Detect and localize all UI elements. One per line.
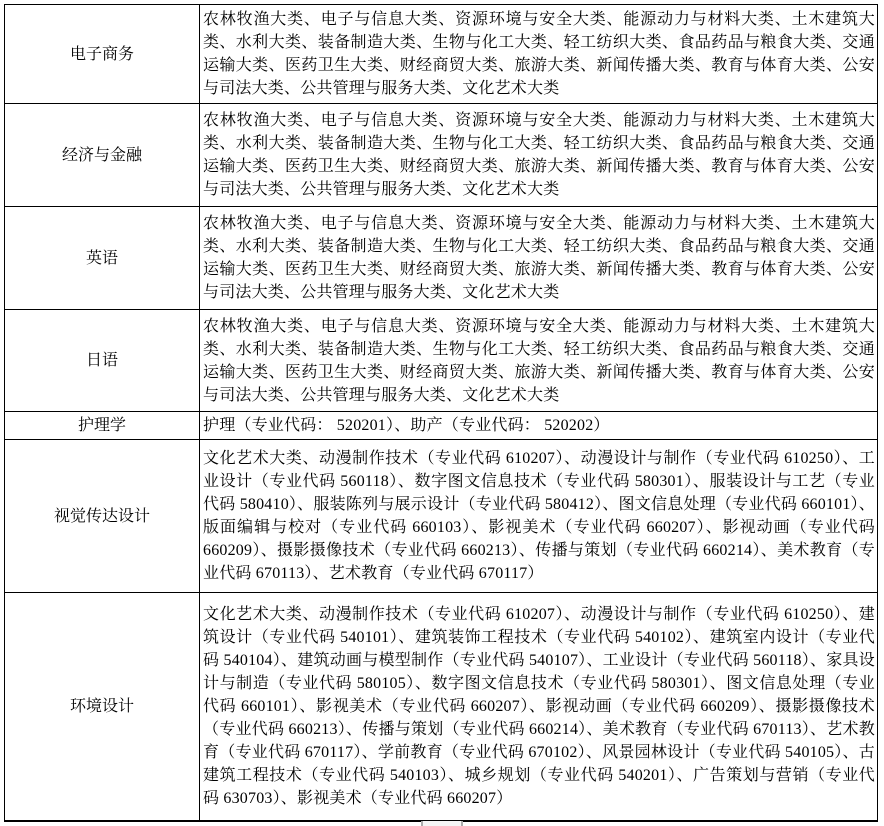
eligible-categories-cell: 文化艺术大类、动漫制作技术（专业代码 610207）、动漫设计与制作（专业代码 610250）、建筑设计（专业代码 540101）、建筑装饰工程技术（专业代码 540102）、建筑室内设计（专业代码 540104）、建筑动画与模型制作（专业代码 540107）、工业设计（专业代码 560118）、家具设计与制造（专业代码 580105）、数字图文信息技术（专业代码 580301）、图文信息处理（专业代码 660101）、影视美术（专业代码 660207）、影视动画（专业代码 660209）、摄影摄像技术（专业代码 660213）、传播与策划（专业代码 660214）、美术教育（专业代码 670113）、艺术教育（专业代码 670117）、学前教育（专业代码 670102）、风景园林设计（专业代码 540105）、古建筑工程技术（专业代码 540103）、城乡规划（专业代码 540201）、广告策划与营销（专业代码 630703）、影视美术（专业代码 660207） — [200, 593, 878, 821]
eligible-categories-cell: 护理（专业代码： 520201）、助产（专业代码： 520202） — [200, 412, 878, 440]
major-name-cell: 电子商务 — [5, 5, 200, 104]
table-row — [5, 593, 878, 821]
eligible-categories-cell: 农林牧渔大类、电子与信息大类、资源环境与安全大类、能源动力与材料大类、土木建筑大类、水利大类、装备制造大类、生物与化工大类、轻工纺织大类、食品药品与粮食大类、交通运输大类、医药卫生大类、财经商贸大类、旅游大类、新闻传播大类、教育与体育大类、公安与司法大类、公共管理与服务大类、文化艺术大类 — [200, 5, 878, 104]
major-name-cell: 环境设计 — [5, 593, 200, 821]
major-name-cell: 视觉传达设计 — [5, 440, 200, 593]
table-row — [5, 310, 878, 412]
major-name-cell: 经济与金融 — [5, 104, 200, 207]
majors-eligibility-table — [4, 4, 878, 822]
major-name-cell: 英语 — [5, 207, 200, 310]
table-row — [5, 412, 878, 440]
table-row — [5, 5, 878, 104]
major-name-cell: 日语 — [5, 310, 200, 412]
table-row — [5, 104, 878, 207]
table-row — [5, 207, 878, 310]
eligible-categories-cell: 农林牧渔大类、电子与信息大类、资源环境与安全大类、能源动力与材料大类、土木建筑大类、水利大类、装备制造大类、生物与化工大类、轻工纺织大类、食品药品与粮食大类、交通运输大类、医药卫生大类、财经商贸大类、旅游大类、新闻传播大类、教育与体育大类、公安与司法大类、公共管理与服务大类、文化艺术大类 — [200, 207, 878, 310]
eligible-categories-cell: 文化艺术大类、动漫制作技术（专业代码 610207）、动漫设计与制作（专业代码 610250）、工业设计（专业代码 560118）、数字图文信息技术（专业代码 580301）、服装设计与工艺（专业代码 580410）、服装陈列与展示设计（专业代码 580412）、图文信息处理（专业代码 660101）、版面编辑与校对（专业代码 660103）、影视美术（专业代码 660207）、影视动画（专业代码 660209）、摄影摄像技术（专业代码 660213）、传播与策划（专业代码 660214）、美术教育（专业代码 670113）、艺术教育（专业代码 670117） — [200, 440, 878, 593]
eligible-categories-cell: 农林牧渔大类、电子与信息大类、资源环境与安全大类、能源动力与材料大类、土木建筑大类、水利大类、装备制造大类、生物与化工大类、轻工纺织大类、食品药品与粮食大类、交通运输大类、医药卫生大类、财经商贸大类、旅游大类、新闻传播大类、教育与体育大类、公安与司法大类、公共管理与服务大类、文化艺术大类 — [200, 104, 878, 207]
horizontal-scrollbar-thumb[interactable] — [421, 821, 463, 826]
eligible-categories-cell: 农林牧渔大类、电子与信息大类、资源环境与安全大类、能源动力与材料大类、土木建筑大类、水利大类、装备制造大类、生物与化工大类、轻工纺织大类、食品药品与粮食大类、交通运输大类、医药卫生大类、财经商贸大类、旅游大类、新闻传播大类、教育与体育大类、公安与司法大类、公共管理与服务大类、文化艺术大类 — [200, 310, 878, 412]
table-row — [5, 440, 878, 593]
major-name-cell: 护理学 — [5, 412, 200, 440]
table-body — [5, 5, 878, 821]
